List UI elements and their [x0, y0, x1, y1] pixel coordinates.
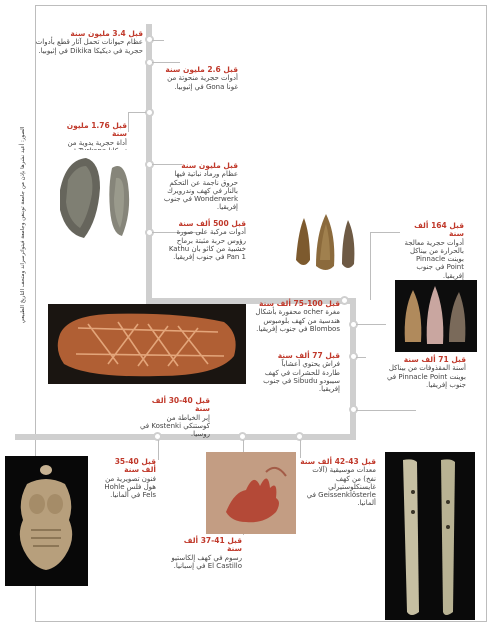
bone-flutes-photo [385, 452, 475, 620]
timeline-entry: قبل 2.6 مليون سنة أدوات حجرية منحوتة من غونا Gona في إثيوبيا. [165, 65, 238, 91]
venus-figurine-photo [5, 456, 88, 586]
connector [356, 324, 386, 325]
photo-credit: الصور: أعيد نشرها بإذن من جامعة توبنغن وجامعة فيتواترسراند ومتحف التاريخ الطبيعي [20, 126, 26, 324]
timeline-entry: قبل 100-75 ألف سنة مغرة ocher محفورة بأشكال هندسية من كهف بلومبوس Blombos في جنوب إفريقيا. [255, 299, 340, 333]
connector [152, 40, 164, 41]
timeline-entry: قبل 40-35 ألف سنة فنون تصويرية من هول فلس Hohle Fels في ألمانيا. [104, 457, 156, 500]
timeline-entry: قبل مليون سنة عظام ورماد نباتية فيها حروق ناجمة عن التحكم بالنار في كهف وندرويرك Wonderwerk في جنوب إفريقيا. [163, 161, 238, 212]
timeline-entry: قبل 500 ألف سنة أدوات مركبة على صورة رؤوس حربة مثبتة برماح خشبية من كاثو بان Kathu Pan 1 في جنوب إفريقيا. [168, 219, 246, 262]
timeline-entry: قبل 71 ألف سنة أسنة المقذوفات من بيناكل بوينت Pinnacle Point في جنوب إفريقيا. [386, 355, 466, 389]
connector [152, 62, 180, 63]
connector [356, 410, 416, 411]
connector [300, 440, 301, 458]
timeline-node [340, 296, 349, 305]
timeline-entry: قبل 164 ألف سنة أدوات حجرية معالجة بالحرارة من بيناكل بوينت Pinnacle Point في جنوب إفريقيا. [404, 221, 464, 280]
spear-points-photo [290, 210, 362, 278]
timeline-entry: قبل 40-30 ألف سنة إبر الخياطة من كوستنكي Kostenki في روسيا. [139, 396, 210, 439]
connector [158, 440, 159, 460]
connector [370, 232, 371, 300]
timeline-entry: قبل 3.4 مليون سنة عظام حيوانات تحمل آثار قطع بأدوات حجرية في ديكيكا Dikika في إثيوبيا. [35, 29, 143, 55]
timeline-entry: قبل 1.76 مليون سنة أداة حجرية يدوية من [66, 121, 127, 147]
timeline-entry: قبل 41-37 ألف سنة رسوم في كهف إلكاستيو El Castillo في إسبانيا. [171, 536, 242, 570]
hand-stencil-photo [206, 452, 296, 534]
connector [128, 112, 146, 113]
timeline-entry: قبل 43-42 ألف سنة معدات موسيقية (آلات نفخ) من كهف غايسنكلوستيرلي Geissenklösterle في ألمانيا. [300, 457, 376, 508]
hand-axe-photo [54, 150, 144, 245]
timeline-entry: قبل 77 ألف سنة فراش يحتوي أعشاباً طاردة للحشرات في كهف سيبودو Sibudu في جنوب إفريقيا. [263, 351, 340, 394]
connector [370, 232, 400, 233]
connector [128, 112, 129, 132]
engraved-ocher-photo [48, 304, 246, 384]
timeline-node [145, 108, 154, 117]
connector [356, 357, 366, 358]
heat-treated-tools-photo [395, 280, 477, 352]
